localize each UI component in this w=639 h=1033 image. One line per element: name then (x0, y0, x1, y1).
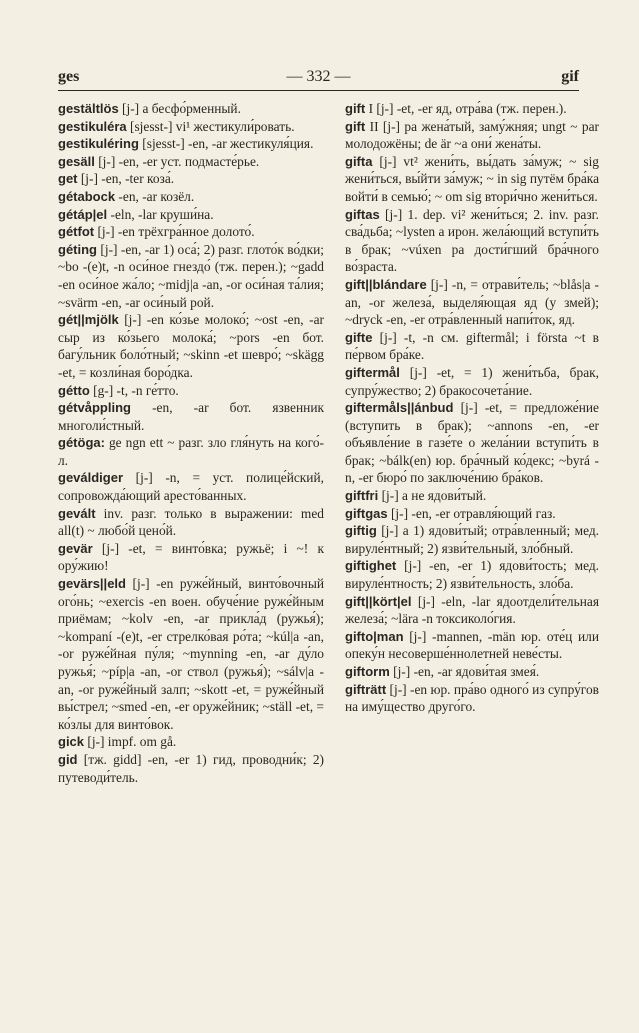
dictionary-entry (58, 223, 324, 241)
entry-definition: [j-] -en трёхгра́нное долото́. (94, 224, 255, 240)
right-column (345, 100, 599, 716)
entry-headword: gestältlös (58, 101, 119, 116)
entry-headword: gid (58, 751, 78, 767)
entry-definition: [j-] -en, -er отравля́ющий газ. (387, 505, 556, 521)
entry-headword: gétáp|el (58, 206, 108, 222)
entry-headword: giftig (345, 523, 377, 539)
dictionary-entry (345, 118, 599, 153)
entry-definition: [j-] -n, = отрави́тель; ~blås|a -an, -or железа́, выделя́ющая яд (у змей); ~dryck -en, -er отра́вленный напи́ток, яд. (345, 276, 599, 328)
dictionary-entry (345, 153, 599, 206)
dictionary-entry (58, 382, 324, 400)
entry-definition: [j-] -et, = винто́вка; ружьё; i ~! к ору́жию! (58, 540, 324, 574)
dictionary-entry (345, 681, 599, 716)
entry-definition: [j-] -en, -ter коза́. (77, 171, 175, 187)
entry-definition: [j-] -n, = уст. полице́йский, сопровожда́ющий аресто́ванных. (58, 470, 324, 504)
entry-headword: gifte (345, 329, 373, 345)
entry-definition: [g-] -t, -n ге́тто. (89, 382, 179, 398)
dictionary-entry (58, 733, 324, 751)
entry-headword: gift||blándare (345, 276, 427, 292)
entry-definition: [j-] -en, -er 1) ядови́тость; мед. вируле́нтность; 2) язви́тельность, зло́ба. (345, 558, 599, 592)
entry-headword: gevärs||eld (58, 576, 126, 592)
entry-headword: gick (58, 734, 85, 750)
entry-headword: gift (345, 101, 366, 116)
entry-definition: [j-] -en, -ar ядови́тая змея́. (389, 664, 540, 679)
entry-definition: [j-] -en ко́зье молоко́; ~ost -en, -ar сыр из ко́зьего молока́; ~pors -en бот. багу́льник боло́тный; ~skinn -et шевро́; ~skägg -et, = козли́ная боро́дка. (58, 312, 324, 380)
entry-definition: [j-] -en юр. пра́во одного́ из супру́гов на иму́щество друго́го. (345, 681, 599, 715)
dictionary-entry (345, 593, 599, 628)
entry-headword: gétöga: (58, 435, 105, 451)
entry-headword: gifto|man (345, 628, 404, 644)
dictionary-entry (58, 170, 324, 188)
entry-headword: giftermål (345, 364, 400, 380)
entry-headword: gétto (58, 382, 90, 398)
dictionary-entry (58, 434, 324, 469)
entry-headword: gétvåppling (58, 400, 131, 416)
dictionary-entry (345, 276, 599, 329)
entry-headword: giftgas (345, 505, 388, 521)
entry-headword: geváldiger (58, 470, 124, 486)
entry-headword: gesäll (58, 153, 95, 169)
dictionary-entry (345, 628, 599, 663)
entry-headword: giftorm (345, 664, 390, 679)
dictionary-entry (58, 153, 324, 171)
entry-headword: gétabock (58, 188, 116, 204)
entry-definition: [sjesst-] vi¹ жестикули́ровать. (126, 118, 295, 134)
entry-definition: [j-] -mannen, -män юр. оте́ц или опеку́н несоверше́ннолетней неве́сты. (345, 628, 599, 662)
entry-definition: I [j-] -et, -er яд, отра́ва (тж. перен.). (365, 101, 567, 116)
entry-headword: gift||kört|el (345, 593, 412, 609)
entry-headword: giftighet (345, 558, 397, 574)
dictionary-entry (58, 505, 324, 540)
entry-headword: gestikuléring (58, 136, 139, 152)
entry-definition: [j-] -t, -n см. giftermål; i första ~t в пе́рвом бра́ке. (345, 329, 599, 363)
entry-definition: [j-] -en, -ar 1) оса́; 2) разг. глото́к во́дки; ~bo -(e)t, -n оси́ное гнездо́ (тж. перен.); ~gadd -en оси́ное жа́ло; ~midj|a -an, -or оси́ная та́лия; ~svärm -en, -ar оси́ный рой. (58, 241, 324, 310)
entry-definition: -en, -ar бот. язвенник многоли́стный. (58, 400, 324, 433)
header-right-guide-word: gif (561, 68, 579, 85)
entry-definition: -en, -ar козёл. (115, 188, 195, 204)
header-left-guide-word: ges (58, 68, 80, 85)
dictionary-entry (345, 522, 599, 557)
dictionary-entry (345, 100, 599, 118)
dictionary-entry (58, 311, 324, 381)
dictionary-entry (345, 364, 599, 399)
entry-definition: II [j-] pa жена́тый, заму́жняя; ungt ~ par молодожёны; de är ~a они́ жена́ты. (345, 118, 599, 152)
entry-definition: [j-] a 1) ядови́тый; отра́вленный; мед. вируле́нтный; 2) язви́тельный, зло́бный. (345, 523, 599, 556)
entry-definition: [тж. gidd] -en, -er 1) гид, проводни́к; 2) путеводи́тель. (58, 751, 324, 785)
entry-definition: [j-] -eln, -lar ядоотдели́тельная железа́; ~lära -n токсиколо́гия. (345, 593, 599, 627)
entry-definition: -eln, -lar круши́на. (107, 206, 214, 222)
dictionary-entry (58, 118, 324, 136)
entry-headword: gift (345, 118, 366, 134)
dictionary-entry (58, 469, 324, 504)
dictionary-entry (58, 135, 324, 153)
dictionary-entry (345, 557, 599, 592)
entry-headword: gétfot (58, 224, 95, 240)
entry-definition: ge ngn ett ~ разг. зло гля́нуть на кого́-л. (58, 435, 324, 468)
entry-definition: [j-] -en руже́йный, винто́вочный ого́нь; ~exercis -en воен. обуче́ние руже́йным приёмам; ~kolv -en, -ar прикла́д (ружья́); ~kompaní -(e)t, -er стрелко́вая ро́та; ~kúl|a -an, -or руже́йная пу́ля; ~mynning -en, -ar ду́ло ружья́; ~píp|a -an, -or ствол (ружья́); ~sálv|a -an, -or руже́йный залп; ~skott -et, = руже́йный вы́стрел; ~smed -en, -er оруже́йник; ~ställ -et, = ко́злы для винто́вок. (58, 576, 324, 732)
entry-headword: gevär (58, 540, 93, 556)
dictionary-entry (58, 751, 324, 786)
dictionary-entry (58, 399, 324, 434)
entry-headword: gevált (58, 505, 96, 521)
dictionary-entry (58, 575, 324, 733)
entry-definition: [j-] -et, = предложе́ние (вступить в брак); ~annons -en, -er объявле́ние в газе́те о жела́нии вступи́ть в брак; ~bálk(en) юр. бра́чный ко́декс; ~byrá -n, -er бюро́ по заключе́нию бра́ков. (345, 400, 599, 486)
entry-headword: gifta (345, 153, 373, 169)
entry-headword: giftermåls||ánbud (345, 400, 454, 416)
entry-headword: gét||mjölk (58, 312, 119, 328)
entry-headword: giftas (345, 206, 380, 222)
entry-headword: gestikuléra (58, 118, 127, 134)
dictionary-entry (345, 329, 599, 364)
entry-headword: gifträtt (345, 681, 387, 697)
entry-headword: giftfri (345, 488, 379, 504)
page-number: — 332 — (286, 68, 351, 85)
entry-definition: [sjesst-] -en, -ar жестикуля́ция. (138, 136, 314, 152)
dictionary-entry (58, 540, 324, 575)
dictionary-entry (345, 487, 599, 505)
entry-definition: [j-] -en, -er уст. подмасте́рье. (94, 153, 260, 169)
entry-definition: [j-] a не ядови́тый. (378, 488, 487, 504)
entry-definition: inv. разг. только в выражении: med all(t) ~ любо́й цено́й. (58, 505, 324, 539)
left-column (58, 100, 324, 786)
entry-definition: [j-] impf. om gå. (84, 734, 177, 750)
dictionary-entry (345, 206, 599, 276)
entry-definition: [j-] -et, = 1) жени́тьба, брак, супру́жество; 2) бракосочета́ние. (345, 364, 599, 398)
dictionary-entry (345, 663, 599, 681)
entry-definition: [j-] a бесфо́рменный. (118, 101, 241, 116)
dictionary-entry (58, 100, 324, 118)
dictionary-entry (58, 188, 324, 206)
entry-definition: [j-] 1. dep. vi² жени́ться; 2. inv. разг. сва́дьба; ~lysten а ирон. жела́ющий вступи́ть в брак; ~vúxen pa дости́гший бра́чного во́зраста. (345, 206, 599, 275)
dictionary-entry (58, 241, 324, 311)
entry-definition: [j-] vt² жени́ть, вы́дать за́муж; ~ sig жени́ться, вы́йти за́муж; ~ in sig путём бра́ка войти́ в семью́; ~ om sig втори́чно жени́ться. (345, 153, 600, 204)
entry-headword: get (58, 171, 78, 187)
page-header (58, 68, 579, 91)
dictionary-entry (58, 206, 324, 224)
dictionary-entry (345, 505, 599, 523)
dictionary-entry (345, 399, 599, 487)
entry-headword: géting (58, 241, 97, 257)
